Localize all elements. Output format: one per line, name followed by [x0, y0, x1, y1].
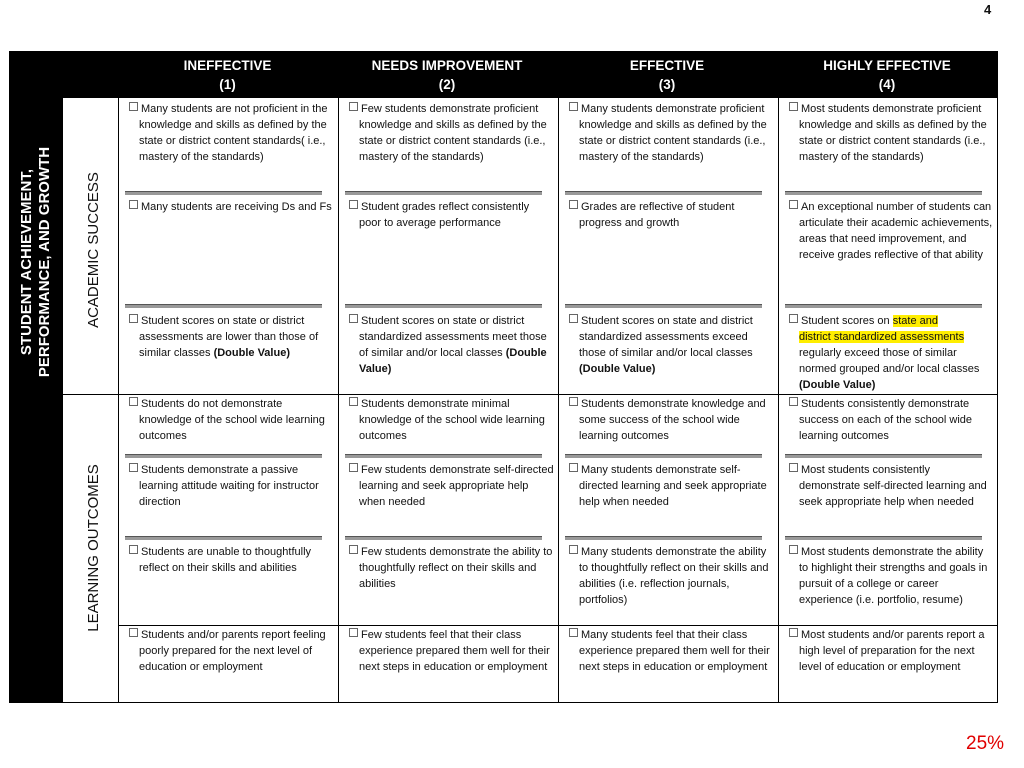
criterion-text-pre: Student scores on: [801, 315, 893, 327]
criterion-item: [785, 199, 994, 263]
column-header-row: [63, 52, 998, 98]
criterion-item: [125, 101, 334, 165]
criterion-item: [785, 627, 994, 675]
criterion-text: Most students demonstrate proficient knowledge and skills as defined by the state or district content standards (i.e., mastery of the standards): [799, 103, 987, 163]
criterion-text: Many students demonstrate the ability to thoughtfully reflect on their skills and abilities (i.e. reflection journals, portfolios): [579, 546, 769, 606]
criterion-item: [345, 627, 554, 675]
column-header-highly-effective: [777, 52, 997, 98]
checkbox-icon: [569, 314, 578, 323]
checkbox-icon: [789, 102, 798, 111]
criterion-text: Most students and/or parents report a high level of preparation for the next level of education or employment: [799, 629, 985, 673]
criterion-item: [125, 544, 334, 576]
criterion-text: Students consistently demonstrate success on each of the school wide learning outcomes: [799, 398, 973, 442]
checkbox-icon: [789, 545, 798, 554]
checkbox-icon: [349, 200, 358, 209]
criterion-item: [125, 627, 334, 675]
cell-learning-report-effective: [559, 626, 778, 702]
item-separator: [125, 454, 322, 458]
column-header-number: (3): [658, 77, 676, 92]
column-header-name: HIGHLY EFFECTIVE: [823, 58, 951, 73]
highlighted-text: state and: [892, 315, 938, 327]
column-header-effective: [557, 52, 777, 98]
criterion-item: [785, 462, 994, 510]
cell-learning-report-needs-improvement: [339, 626, 558, 702]
criterion-text: Few students demonstrate the ability to thoughtfully reflect on their skills and abilities: [359, 546, 553, 590]
column-header-name: EFFECTIVE: [629, 58, 705, 73]
checkbox-icon: [789, 628, 798, 637]
item-separator: [785, 536, 982, 540]
criterion-text: Students are unable to thoughtfully reflect on their skills and abilities: [139, 546, 312, 574]
criterion-item: [345, 199, 554, 231]
criterion-item: [565, 199, 774, 231]
criterion-item: [565, 462, 774, 510]
cell-learning-report-ineffective: [119, 626, 338, 702]
criterion-item: [125, 462, 334, 510]
checkbox-icon: [569, 102, 578, 111]
column-header-name: NEEDS IMPROVEMENT: [371, 58, 523, 73]
criterion-text: Few students feel that their class experience prepared them well for their next steps in education or employment: [359, 629, 550, 673]
page-number: 4: [984, 2, 992, 17]
item-separator: [785, 454, 982, 458]
cell-academic-effective: [559, 98, 778, 394]
column-header-name: INEFFECTIVE: [183, 58, 272, 73]
criterion-text: Student scores on state and district standardized assessments exceed those of similar and/or local classes: [579, 315, 753, 359]
checkbox-icon: [569, 545, 578, 554]
checkbox-icon: [129, 628, 138, 637]
criterion-text: Students do not demonstrate knowledge of the school wide learning outcomes: [139, 398, 325, 442]
checkbox-icon: [349, 463, 358, 472]
criterion-text: Grades are reflective of student progress and growth: [579, 201, 735, 229]
checkbox-icon: [349, 397, 358, 406]
criterion-text: Students demonstrate a passive learning attitude waiting for instructor direction: [139, 464, 319, 508]
cell-academic-highly-effective: [779, 98, 998, 394]
weight-percentage: 25%: [966, 733, 1005, 754]
checkbox-icon: [569, 628, 578, 637]
criterion-text: Few students demonstrate proficient knowledge and skills as defined by the state or district content standards (i.e., mastery of the standards): [359, 103, 547, 163]
criterion-text: Student scores on state or district assessments are lower than those of similar classes: [139, 315, 319, 359]
highlighted-text: district standardized assessments: [799, 331, 965, 343]
criterion-text: Student scores on state or district standardized assessments meet those of similar and/or local classes: [359, 315, 547, 359]
criterion-item: [345, 544, 554, 592]
criterion-text: Many students are not proficient in the knowledge and skills as defined by the state or district content standards( i.e., mastery of the standards): [139, 103, 328, 163]
checkbox-icon: [789, 314, 798, 323]
criterion-item: [785, 313, 994, 393]
item-separator: [125, 304, 322, 308]
checkbox-icon: [789, 463, 798, 472]
criterion-item: [565, 627, 774, 675]
side-title-bar: [10, 52, 63, 702]
checkbox-icon: [129, 200, 138, 209]
criterion-text: Students and/or parents report feeling poorly prepared for the next level of education or employment: [139, 629, 326, 673]
criterion-item: [565, 313, 774, 377]
cell-learning-report-highly-effective: [779, 626, 998, 702]
checkbox-icon: [789, 397, 798, 406]
side-title: [18, 147, 54, 377]
criterion-text: Students demonstrate knowledge and some success of the school wide learning outcomes: [579, 398, 766, 442]
checkbox-icon: [349, 102, 358, 111]
column-header-number: (2): [438, 77, 456, 92]
side-title-line1: STUDENT ACHIEVEMENT,: [18, 168, 35, 356]
column-header-needs-improvement: [337, 52, 557, 98]
criterion-item: [565, 544, 774, 608]
criterion-text: Most students consistently demonstrate self-directed learning and seek appropriate help when needed: [799, 464, 987, 508]
criterion-text: Few students demonstrate self-directed learning and seek appropriate help when needed: [359, 464, 554, 508]
item-separator: [125, 191, 322, 195]
criterion-text-post: regularly exceed those of similar normed grouped and/or local classes: [799, 347, 980, 375]
criterion-text: An exceptional number of students can articulate their academic achievements, areas that need improvement, and receive grades reflective of that ability: [799, 201, 993, 261]
double-value-label: (Double Value): [359, 347, 547, 375]
item-separator: [565, 191, 762, 195]
criterion-item: [785, 101, 994, 165]
criterion-item: [565, 101, 774, 165]
double-value-label: (Double Value): [579, 363, 656, 375]
checkbox-icon: [129, 314, 138, 323]
cell-academic-ineffective: [119, 98, 338, 394]
checkbox-icon: [789, 200, 798, 209]
criterion-item: [345, 396, 554, 444]
criterion-item: [345, 462, 554, 510]
item-separator: [345, 536, 542, 540]
criterion-item: [785, 544, 994, 608]
item-separator: [345, 454, 542, 458]
item-separator: [785, 191, 982, 195]
criterion-text: Many students demonstrate self-directed learning and seek appropriate help when needed: [579, 464, 767, 508]
column-header-ineffective: [118, 52, 337, 98]
criterion-text: Most students demonstrate the ability to highlight their strengths and goals in pursuit of a college or career experience (i.e. portfolio, resume): [799, 546, 988, 606]
item-separator: [345, 191, 542, 195]
criterion-item: [565, 396, 774, 444]
criterion-item: [125, 199, 334, 215]
checkbox-icon: [569, 397, 578, 406]
checkbox-icon: [129, 102, 138, 111]
item-separator: [345, 304, 542, 308]
item-separator: [565, 536, 762, 540]
item-separator: [565, 304, 762, 308]
criterion-text: Many students are receiving Ds and Fs: [141, 201, 332, 213]
cell-academic-needs-improvement: [339, 98, 558, 394]
criterion-item: [345, 313, 554, 377]
checkbox-icon: [569, 463, 578, 472]
checkbox-icon: [129, 545, 138, 554]
checkbox-icon: [129, 463, 138, 472]
rubric-table: [9, 51, 998, 703]
criterion-item: [785, 396, 994, 444]
column-header-number: (1): [219, 77, 236, 92]
item-separator: [565, 454, 762, 458]
criterion-item: [125, 313, 334, 361]
criterion-item: [125, 396, 334, 444]
category-label-academic-success: ACADEMIC SUCCESS: [85, 172, 102, 328]
criterion-text: Many students feel that their class experience prepared them well for their next steps in education or employment: [579, 629, 770, 673]
item-separator: [125, 536, 322, 540]
double-value-label: (Double Value): [799, 379, 876, 391]
checkbox-icon: [349, 628, 358, 637]
item-separator: [785, 304, 982, 308]
column-header-number: (4): [878, 77, 896, 92]
criterion-text: Many students demonstrate proficient knowledge and skills as defined by the state or district content standards (i.e., mastery of the standards): [579, 103, 767, 163]
checkbox-icon: [569, 200, 578, 209]
checkbox-icon: [349, 545, 358, 554]
category-label-learning-outcomes: LEARNING OUTCOMES: [85, 464, 102, 632]
checkbox-icon: [129, 397, 138, 406]
checkbox-icon: [349, 314, 358, 323]
double-value-label: (Double Value): [213, 347, 290, 359]
criterion-item: [345, 101, 554, 165]
criterion-text: Student grades reflect consistently poor to average performance: [359, 201, 530, 229]
criterion-text: Students demonstrate minimal knowledge of the school wide learning outcomes: [359, 398, 545, 442]
side-title-line2: PERFORMANCE, AND GROWTH: [36, 146, 53, 378]
